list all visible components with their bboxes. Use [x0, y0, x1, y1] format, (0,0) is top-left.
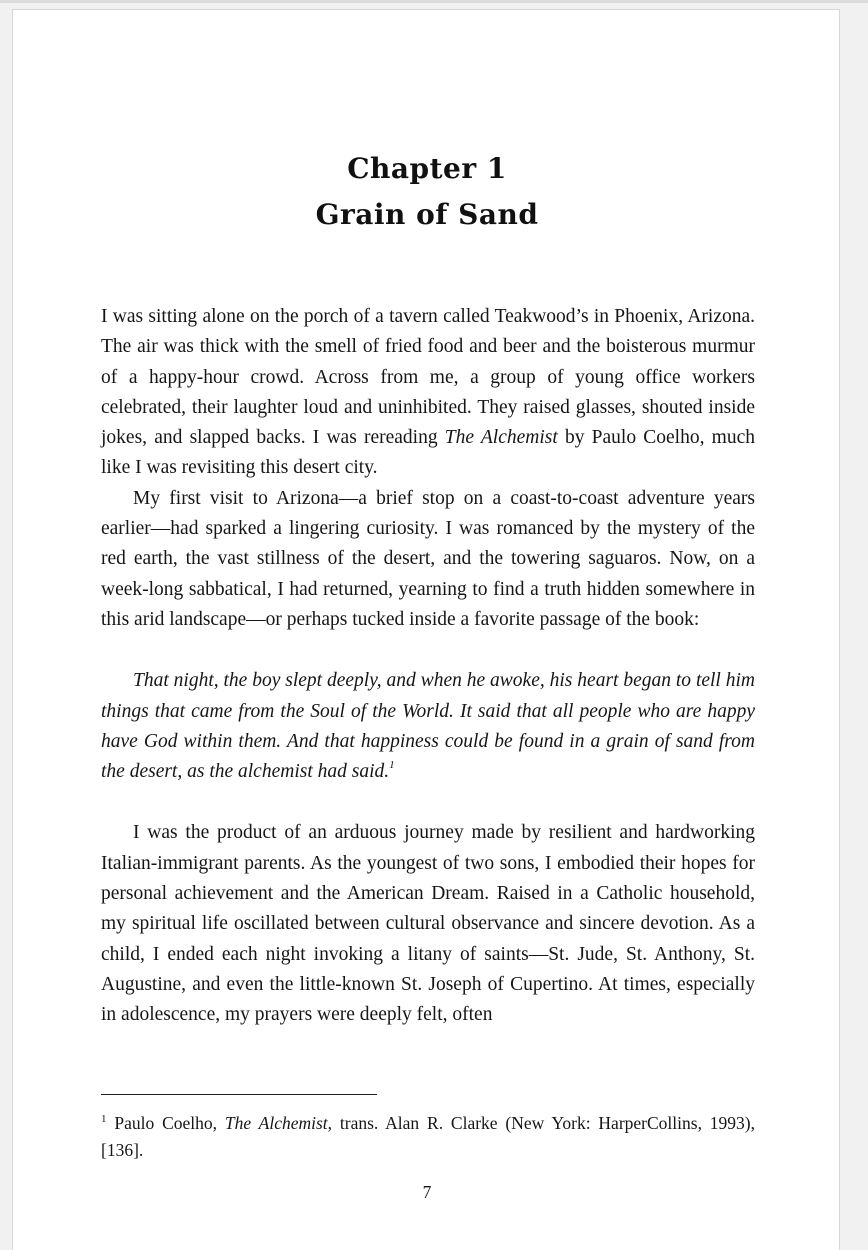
- page-number: 7: [422, 1182, 432, 1202]
- footnote-book-title: The Alchemist: [224, 1113, 328, 1133]
- block-quote: That night, the boy slept deeply, and when he awoke, his heart began to tell him things that came from the Soul of the World. It said that all people who are happy have God within them. And that happiness could be found in a grain of sand from the desert, as the alchemist had said.$^1$: [101, 670, 755, 783]
- document-page: [12, 9, 840, 1250]
- viewer-top-border: [0, 0, 868, 3]
- body-text: [101, 302, 755, 1031]
- chapter-title: Grain of Sand: [315, 198, 539, 231]
- book-title: The Alchemist: [444, 427, 558, 449]
- footnote-marker: 1: [101, 1113, 107, 1125]
- footnote-divider: [101, 1094, 377, 1095]
- chapter-number: Chapter 1: [347, 152, 507, 185]
- chapter-heading: [13, 146, 841, 238]
- paragraph-3: I was the product of an arduous journey made by resilient and hardworking Italian-immigrant parents. As the youngest of two sons, I embodied their hopes for personal achievement and the American Dream. Raised in a Catholic household, my spiritual life oscillated between cultural observance and sincere devotion. As a child, I ended each night invoking a litany of saints—St. Jude, St. Anthony, St. Augustine, and even the little-known St. Joseph of Cupertino. At times, especially in adolescence, my prayers were deeply felt, often: [101, 822, 755, 1026]
- paragraph-1: I was sitting alone on the porch of a tavern called Teakwood’s in Phoenix, Arizona. The air was thick with the smell of fried food and beer and the boisterous murmur of a happy-hour crowd. Across from me, a group of young office workers celebrated, their laughter loud and uninhibited. They raised glasses, shouted inside jokes, and slapped backs. I was rereading The Alchemist by Paulo Coelho, much like I was revisiting this desert city.: [101, 306, 755, 479]
- footnote-reference[interactable]: 1: [389, 759, 395, 772]
- paragraph-2: My first visit to Arizona—a brief stop on a coast-to-coast adventure years earlier—had sparked a lingering curiosity. I was romanced by the mystery of the red earth, the vast stillness of the desert, and the towering saguaros. Now, on a week-long sabbatical, I had returned, yearning to find a truth hidden somewhere in this arid landscape—or perhaps tucked inside a favorite passage of the book:: [101, 487, 755, 630]
- footnote: $^1$ Paulo Coelho, The Alchemist, trans. Alan R. Clarke (New York: HarperCollins, 1993), [136].: [101, 1113, 755, 1160]
